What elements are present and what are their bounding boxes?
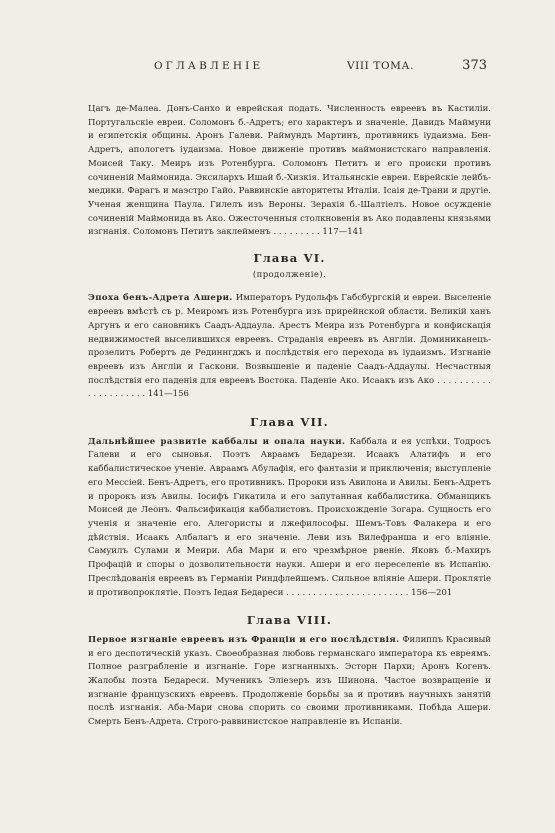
intro-paragraph [88, 103, 491, 240]
chapter-8-lead: Первое изгнаніе евреевъ изъ Франціи и его послѣдствія. [88, 634, 400, 645]
chapter-7-paragraph [88, 436, 491, 600]
intro-pages: 117—141 [322, 227, 364, 238]
chapter-7-pages: 156—201 [411, 587, 453, 598]
header-volume: VIII ТОМА. [347, 60, 415, 72]
leader-dots: . . . . . . . . . . . . . . . . . . . . . [88, 375, 491, 400]
leader-dots: . . . . . . . . . [273, 227, 323, 238]
chapter-heading-8: Глава VIII. [246, 613, 333, 628]
contents-body [88, 103, 491, 730]
chapter-6-lead: Эпоха бенъ-Адрета Ашери. [88, 293, 233, 304]
chapter-heading-7: Глава VII. [250, 415, 329, 430]
chapter-7-lead: Дальнѣйшее развитіе каббалы и опала науки. [88, 436, 346, 447]
chapter-6-pages: 141—156 [147, 389, 189, 400]
leader-dots: . . . . . . . . . . . . . . . . . . . . . . . [286, 587, 412, 598]
intro-text: Цагъ де-Малеа. Донъ-Санхо и еврейская подать. Численность евреевъ въ Кастиліи. Португальскіе евреи. Соломонъ б.-Адретъ; его характеръ и значеніе. Давидъ Маймуни и египетскія общины. Аронъ Галеви. Раймундъ Мартинъ, противникъ іудаизма. Бен-Адретъ, апологетъ іудаизма. Новое движеніе противъ маймонистскаго направленія. Моисей Таку. Меиръ изъ Ротенбурга. Соломонъ Петитъ и его происки противъ сочиненій Маймонида. Эксилархъ Ишай б.-Хизкія. Итальянскіе евреи. Еврейскіе лейбъ-медики. Фарагъ и маэстро Гайо. Раввинскіе авторитеты Италіи. Ісаія де-Трани и другіе. Ученая женщина Паула. Гилелъ изъ Вероны. Зерахія б.-Шалтіелъ. Новое осужденіе сочиненій Маймонида въ Ако. Ожесточенныя столкновенія въ Ако подавлены князьями изгнанія. Соломонъ Петитъ заклейменъ [88, 104, 491, 238]
header-title: ОГЛАВЛЕНІЕ [154, 60, 264, 72]
chapter-8-text: Филиппъ Красивый и его деспотическій указъ. Своеобразная любовь германскаго императора къ евреямъ. Полное разграбленіе и изгнаніе. Горе изгнанныхъ. Эсторн Пархи; Аронъ Когенъ. Жалобы поэта Бедареси. Мученикъ Элiезеръ изъ Шинона. Частое возвращеніе и изгнаніе французскихъ евреевъ. Продолженіе борьбы за и противъ научныхъ занятій послѣ изгнанія. Аба-Мари снова спорить со своими противниками. Побѣда Ашери. Смерть Бенъ-Адрета. Строго-раввинистское направленіе въ Испаніи. [88, 634, 491, 728]
page-number: 373 [462, 58, 487, 73]
chapter-6-text: Императоръ Рудольфъ Габсбургскій и евреи. Выселеніе евреевъ вмѣстѣ съ р. Меиромъ изъ Ротенбурга изъ прирейнской области. Великій ханъ Аргунъ и его сановникъ Саадъ-Аддаула. Арестъ Меира изъ Ротенбурга и конфискація недвижимостей выселившихся евреевъ. Страданія евреевъ въ Англіи. Доминиканецъ-прозелитъ Робертъ де Рединнгджъ и послѣдствія его перехода въ іудаизмъ. Изгнаніе евреевъ изъ Англіи и Гаскони. Возвышеніе и паденіе Саадъ-Аддаулы. Несчастныя послѣдствія его паденія для евреевъ Востока. Паденіе Ако. Исаакъ изъ Ако [88, 293, 492, 386]
running-header [92, 58, 487, 76]
chapter-subtitle-6: (продолженіе). [252, 269, 327, 280]
chapter-7-text: Каббала и ея успѣхи. Тодросъ Галеви и его сыновья. Поэтъ Авраамъ Бедарези. Исаакъ Алатифъ и его каббалистическое ученіе. Авраамъ Абулафія, его фантазіи и приключенія; выступленіе его Мессіей. Бенъ-Адретъ, его противникъ. Пророки изъ Авилона и Авилы. Бенъ-Адретъ и пророкъ изъ Авилы. Іосифъ Гикатила и его запутанная каббалистика. Обманщикъ Моисей де Леонъ. Фальсификація каббалистовъ. Происхожденіе Зогара. Сущность его ученія и значеніе его. Алегористы и лжефилософы. Шемъ-Товъ Фалакера и его дѣйствія. Исаакъ Албалагъ и его значеніе. Леви изъ Вилефранша и его вліяніе. Самуилъ Сулами и Меири. Аба Мари и его чрезмѣрное рвеніе. Яковъ б.-Махиръ Профацій и споры о дозволительности науки. Ашери и его переселеніе въ Испанію. Преслѣдованія евреевъ въ Германіи Риндфлейшемъ. Сильное вліяніе Ашери. Проклятіе и противопроклятіе. Поэтъ Іедая Бедареси [88, 436, 491, 598]
chapter-8-paragraph [88, 634, 491, 730]
chapter-heading-6: Глава VI. [253, 251, 326, 266]
chapter-6-paragraph [88, 292, 491, 402]
